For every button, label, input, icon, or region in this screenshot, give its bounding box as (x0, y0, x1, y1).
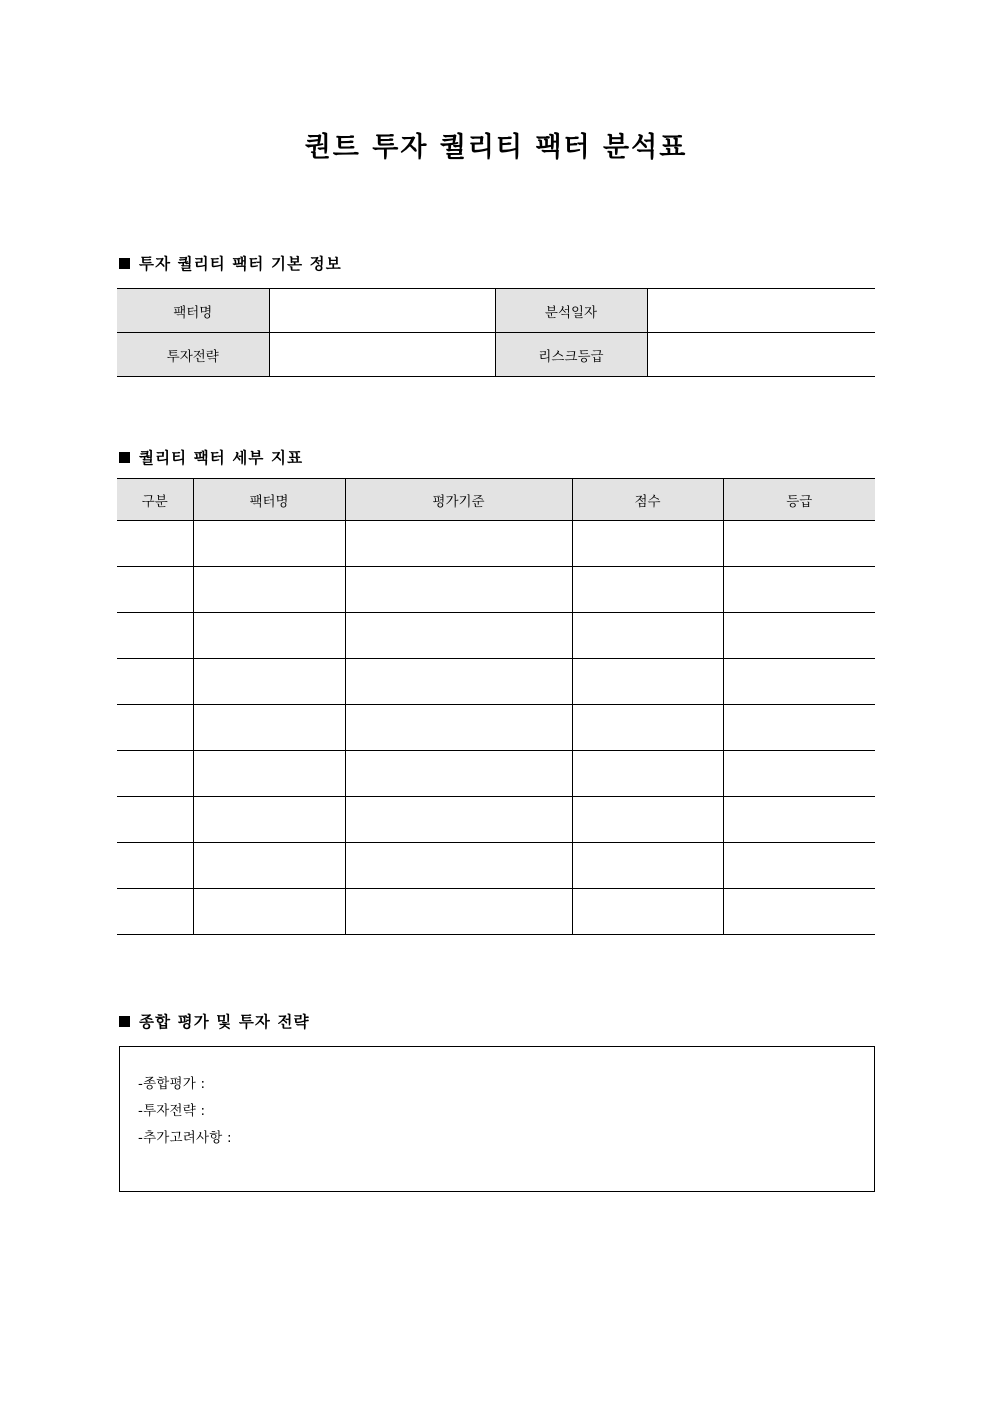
field-label-risk-grade: 리스크등급 (495, 333, 647, 377)
cell-evaluation-criteria[interactable] (345, 659, 572, 705)
cell-factor-name[interactable] (193, 751, 345, 797)
cell-category[interactable] (117, 751, 193, 797)
table-row (117, 843, 875, 889)
black-square-bullet-icon (119, 258, 130, 269)
table-row (117, 889, 875, 935)
section-heading-label: 투자 퀄리티 팩터 기본 정보 (139, 255, 342, 273)
cell-evaluation-criteria[interactable] (345, 567, 572, 613)
section-heading-detail-metrics (119, 446, 303, 468)
cell-score[interactable] (572, 751, 723, 797)
section-heading-label: 퀄리티 팩터 세부 지표 (139, 449, 304, 467)
cell-grade[interactable] (723, 843, 875, 889)
section-heading-label: 종합 평가 및 투자 전략 (139, 1013, 310, 1031)
table-header-row (117, 479, 875, 521)
column-header-grade: 등급 (723, 479, 875, 521)
table-row (117, 705, 875, 751)
black-square-bullet-icon (119, 452, 130, 463)
table-row (117, 659, 875, 705)
field-value-investment-strategy[interactable] (269, 333, 495, 377)
field-value-analysis-date[interactable] (647, 289, 875, 333)
field-value-risk-grade[interactable] (647, 333, 875, 377)
column-header-category: 구분 (117, 479, 193, 521)
cell-category[interactable] (117, 843, 193, 889)
field-value-factor-name[interactable] (269, 289, 495, 333)
cell-factor-name[interactable] (193, 705, 345, 751)
cell-grade[interactable] (723, 889, 875, 935)
cell-evaluation-criteria[interactable] (345, 843, 572, 889)
cell-grade[interactable] (723, 567, 875, 613)
cell-grade[interactable] (723, 659, 875, 705)
cell-factor-name[interactable] (193, 659, 345, 705)
cell-evaluation-criteria[interactable] (345, 521, 572, 567)
cell-category[interactable] (117, 613, 193, 659)
cell-category[interactable] (117, 797, 193, 843)
cell-score[interactable] (572, 797, 723, 843)
comment-line-overall-evaluation: -종합평가 : (138, 1076, 206, 1092)
comment-line-additional-considerations: -추가고려사항 : (138, 1130, 232, 1146)
cell-score[interactable] (572, 567, 723, 613)
cell-category[interactable] (117, 567, 193, 613)
cell-score[interactable] (572, 705, 723, 751)
cell-evaluation-criteria[interactable] (345, 797, 572, 843)
black-square-bullet-icon (119, 1016, 130, 1027)
page-title: 퀀트 투자 퀄리티 팩터 분석표 (304, 132, 688, 163)
table-row (117, 751, 875, 797)
comment-line-investment-strategy: -투자전략 : (138, 1103, 206, 1119)
table-row (117, 333, 875, 377)
cell-grade[interactable] (723, 521, 875, 567)
cell-score[interactable] (572, 843, 723, 889)
cell-factor-name[interactable] (193, 521, 345, 567)
table-row (117, 797, 875, 843)
cell-factor-name[interactable] (193, 889, 345, 935)
cell-score[interactable] (572, 521, 723, 567)
cell-category[interactable] (117, 659, 193, 705)
cell-grade[interactable] (723, 797, 875, 843)
detail-metrics-table (117, 478, 875, 935)
cell-evaluation-criteria[interactable] (345, 613, 572, 659)
cell-evaluation-criteria[interactable] (345, 889, 572, 935)
cell-evaluation-criteria[interactable] (345, 705, 572, 751)
cell-category[interactable] (117, 889, 193, 935)
overall-evaluation-textbox[interactable] (119, 1046, 875, 1192)
cell-factor-name[interactable] (193, 843, 345, 889)
cell-evaluation-criteria[interactable] (345, 751, 572, 797)
cell-factor-name[interactable] (193, 797, 345, 843)
field-label-investment-strategy: 투자전략 (117, 333, 269, 377)
cell-category[interactable] (117, 705, 193, 751)
cell-factor-name[interactable] (193, 567, 345, 613)
table-row (117, 567, 875, 613)
column-header-evaluation-criteria: 평가기준 (345, 479, 572, 521)
section-heading-overall-evaluation (119, 1010, 310, 1032)
basic-info-table (117, 288, 875, 377)
table-row (117, 613, 875, 659)
field-label-analysis-date: 분석일자 (495, 289, 647, 333)
table-row (117, 289, 875, 333)
cell-score[interactable] (572, 613, 723, 659)
table-row (117, 521, 875, 567)
section-heading-basic-info (119, 252, 342, 274)
column-header-factor-name: 팩터명 (193, 479, 345, 521)
cell-grade[interactable] (723, 613, 875, 659)
cell-score[interactable] (572, 889, 723, 935)
cell-grade[interactable] (723, 751, 875, 797)
cell-factor-name[interactable] (193, 613, 345, 659)
cell-score[interactable] (572, 659, 723, 705)
cell-category[interactable] (117, 521, 193, 567)
cell-grade[interactable] (723, 705, 875, 751)
field-label-factor-name: 팩터명 (117, 289, 269, 333)
column-header-score: 점수 (572, 479, 723, 521)
